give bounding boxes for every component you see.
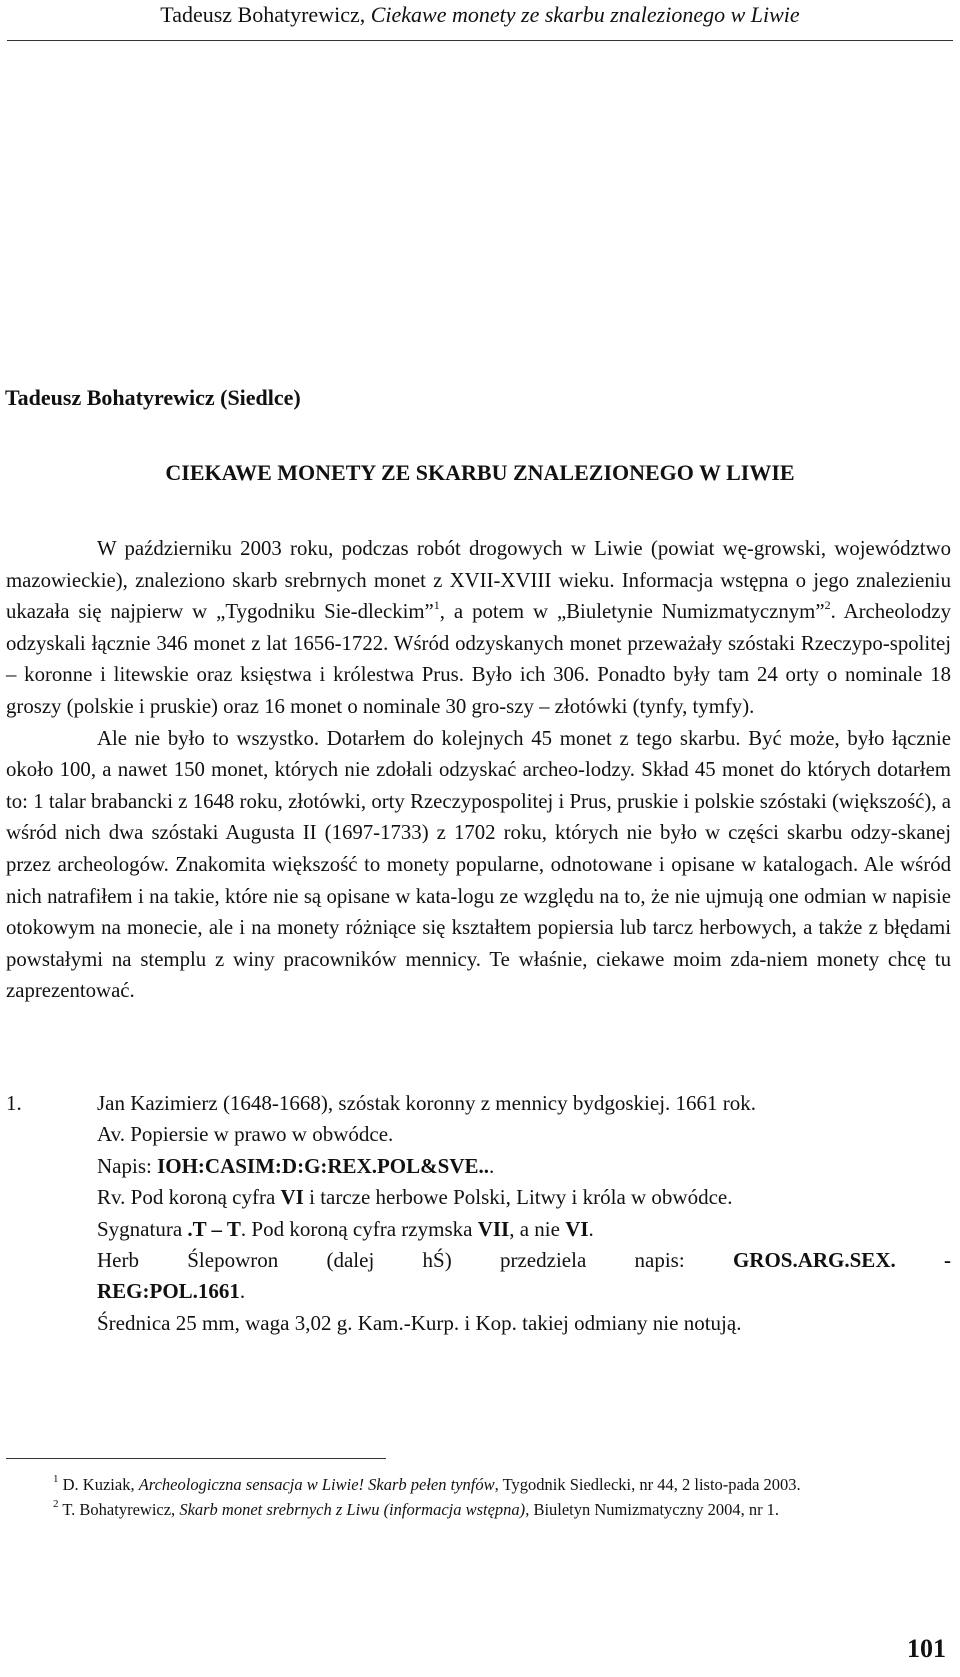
item-line-6: Herb Ślepowron (dalej hŚ) przedziela napis: GROS.ARG.SEX. - [97, 1248, 951, 1273]
item-line-1: Jan Kazimierz (1648-1668), szóstak koronny z mennicy bydgoskiej. 1661 rok. [97, 1091, 757, 1115]
footnote-ref-1[interactable]: 1 [433, 598, 440, 613]
item-line-2: Av. Popiersie w prawo w obwódce. [97, 1122, 394, 1147]
footnote-1: $^1$ D. Kuziak, Archeologiczna sensacja w Liwie! Skarb pełen tynfów, Tygodnik Siedlecki, nr 44, 2 listo-pada 2003. [53, 1473, 801, 1494]
running-header [0, 0, 960, 28]
header-title: Ciekawe monety ze skarbu znalezionego w Liwie [370, 2, 800, 27]
footnote-2: $^2$ T. Bohatyrewicz, Skarb monet srebrnych z Liwu (informacja wstępna), Biuletyn Numizmatyczny 2004, nr 1. [53, 1498, 780, 1519]
item-line-7: REG:POL.1661. [97, 1279, 246, 1304]
page-number: 101 [907, 1634, 946, 1663]
footnotes [6, 1472, 951, 1522]
item-line-8: Średnica 25 mm, waga 3,02 g. Kam.-Kurp. i Kop. takiej odmiany nie notują. [97, 1310, 742, 1335]
item-line-3: Napis: IOH:CASIM:D:G:REX.POL&SVE... [97, 1153, 495, 1178]
header-rule [7, 40, 953, 41]
item-description [97, 1088, 951, 1339]
paragraph-2: Ale nie było to wszystko. Dotarłem do kolejnych 45 monet z tego skarbu. Być może, było łącznie około 100, a nawet 150 monet, których nie zdołali odzyskać archeo-lodzy. Skład 45 monet do których dotarłem to: 1 talar brabancki z 1648 roku, złotówki, orty Rzeczypospolitej i Prus, pruskie i polskie szóstaki (większość), a wśród nich dwa szóstaki Augusta II (1697-1733) z 1702 roku, których nie było w części skarbu odzy-skanej przez archeologów. Znakomita większość to monety popularne, odnotowane i opisane w katalogach. Ale wśród nich natrafiłem i na takie, które nie są opisane w kata-logu ze względu na to, że nie ujmują one odmian w napisie otokowym na monecie, ale i na monety różniące się kształtem popiersia lub tarcz herbowych, a także z błędami powstałymi na stemplu z winy pracowników mennicy. Te właśnie, ciekawe moim zda-niem monety chcę tu zaprezentować. [6, 726, 951, 1003]
article-title: CIEKAWE MONETY ZE SKARBU ZNALEZIONEGO W LIWIE [165, 460, 795, 485]
author-line: Tadeusz Bohatyrewicz (Siedlce) [5, 385, 301, 410]
footnote-ref-2[interactable]: 2 [824, 598, 831, 613]
paragraph-1: W październiku 2003 roku, podczas robót drogowych w Liwie (powiat wę-growski, województwo mazowieckie), znaleziono skarb srebrnych monet z XVII-XVIII wieku. Informacja wstępna o jego znalezieniu ukazała się najpierw w „Tygodniku Sie-dleckim”$^1$, a potem w „Biuletynie Numizmatycznym”$^2$. Archeolodzy odzyskali łącznie 346 monet z lat 1656-1722. Wśród odzyskanych monet przeważały szóstaki Rzeczypo-spolitej – koronne i litewskie oraz księstwa i królestwa Prus. Było ich 306. Ponadto były tam 24 orty o nominale 18 groszy (polskie i pruskie) oraz 16 monet o nominale 30 gro-szy – złotówki (tynfy, tymfy). [6, 537, 951, 718]
item-line-4: Rv. Pod koroną cyfra VI i tarcze herbowe Polski, Litwy i króla w obwódce. [97, 1185, 733, 1210]
item-number: 1. [6, 1091, 22, 1115]
body-text [6, 533, 951, 1007]
item-line-5: Sygnatura .T – T. Pod koroną cyfra rzymska VII, a nie VI. [97, 1216, 594, 1241]
footnote-rule [6, 1458, 386, 1459]
header-author: Tadeusz Bohatyrewicz, [160, 2, 371, 27]
